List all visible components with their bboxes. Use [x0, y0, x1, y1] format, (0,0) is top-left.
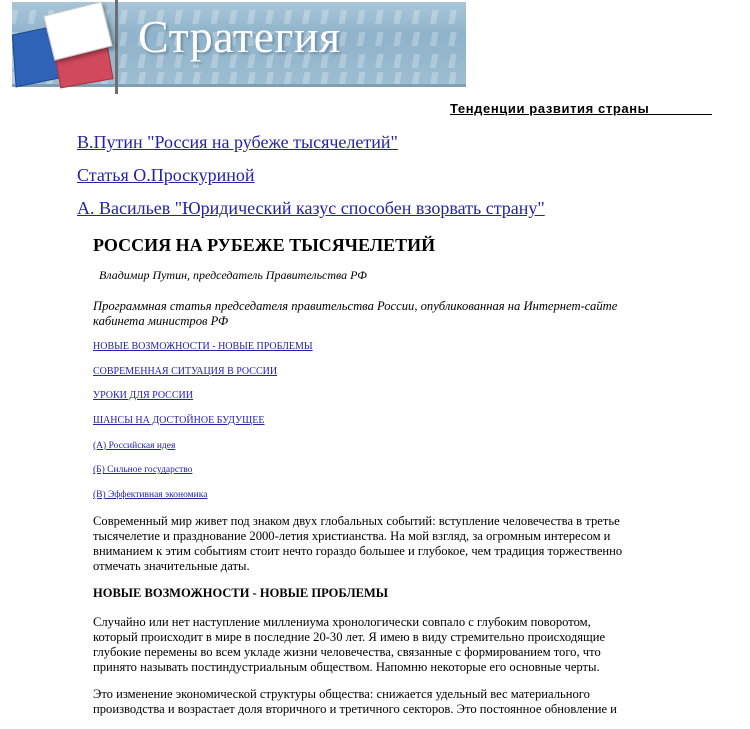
toc-strong-state[interactable]: (Б) Сильное государство — [93, 465, 193, 476]
paragraph-intro: Современный мир живет под знаком двух глобальных событий: вступление человечества в третье тысячелетие и празднование 2000-летия христианства. На мой взгляд, за огромным интересом и вниманием к этим событиям стоит нечто гораздо большее и глубокое, чем традиция торжественно отмечать значительные даты. — [93, 513, 623, 573]
article-author: Владимир Путин, председатель Правительства РФ — [99, 268, 367, 282]
link-proskurina-article[interactable]: Статья О.Проскуриной — [77, 165, 255, 185]
paragraph-millennium: Случайно или нет наступление миллениума хронологически совпало с глубоким поворотом, который происходит в мире в последние 20-30 лет. Я имею в виду стремительно происходящие глубокие перемены во всем укладе жизни человечества, связанные с формированием того, что принято называть постиндустриальным обществом. Напомню некоторые его основные черты. — [93, 614, 606, 674]
banner-divider — [115, 0, 118, 94]
article-intro: Программная статья председателя правительства России, опубликованная на Интернет-сайте кабинета министров РФ — [93, 299, 618, 328]
table-of-contents — [93, 341, 633, 501]
toc-chances-future[interactable]: ШАНСЫ НА ДОСТОЙНОЕ БУДУЩЕЕ — [93, 415, 265, 427]
article-body — [93, 234, 633, 729]
related-articles-nav — [77, 132, 545, 231]
toc-current-situation[interactable]: СОВРЕМЕННАЯ СИТУАЦИЯ В РОССИИ — [93, 365, 278, 377]
section-tagline: Тенденции развития страны________ — [450, 101, 712, 116]
section-heading: НОВЫЕ ВОЗМОЖНОСТИ - НОВЫЕ ПРОБЛЕМЫ — [93, 585, 389, 600]
toc-new-opportunities[interactable]: НОВЫЕ ВОЗМОЖНОСТИ - НОВЫЕ ПРОБЛЕМЫ — [93, 341, 313, 352]
site-title: Стратегия — [138, 11, 341, 62]
link-putin-article[interactable]: В.Путин "Россия на рубеже тысячелетий" — [77, 132, 398, 152]
toc-russian-idea[interactable]: (А) Российская идея — [93, 440, 176, 451]
toc-effective-economy[interactable]: (В) Эффективная экономика — [93, 490, 208, 501]
link-vasiliev-article[interactable]: А. Васильев "Юридический казус способен взорвать страну" — [77, 198, 545, 218]
toc-lessons-for-russia[interactable]: УРОКИ ДЛЯ РОССИИ — [93, 390, 193, 402]
article-title: РОССИЯ НА РУБЕЖЕ ТЫСЯЧЕЛЕТИЙ — [93, 235, 436, 255]
paragraph-economic-structure: Это изменение экономической структуры общества: снижается удельный вес материального производства и возрастает доля вторичного и третичного секторов. Это постоянное обновление и — [93, 686, 617, 716]
